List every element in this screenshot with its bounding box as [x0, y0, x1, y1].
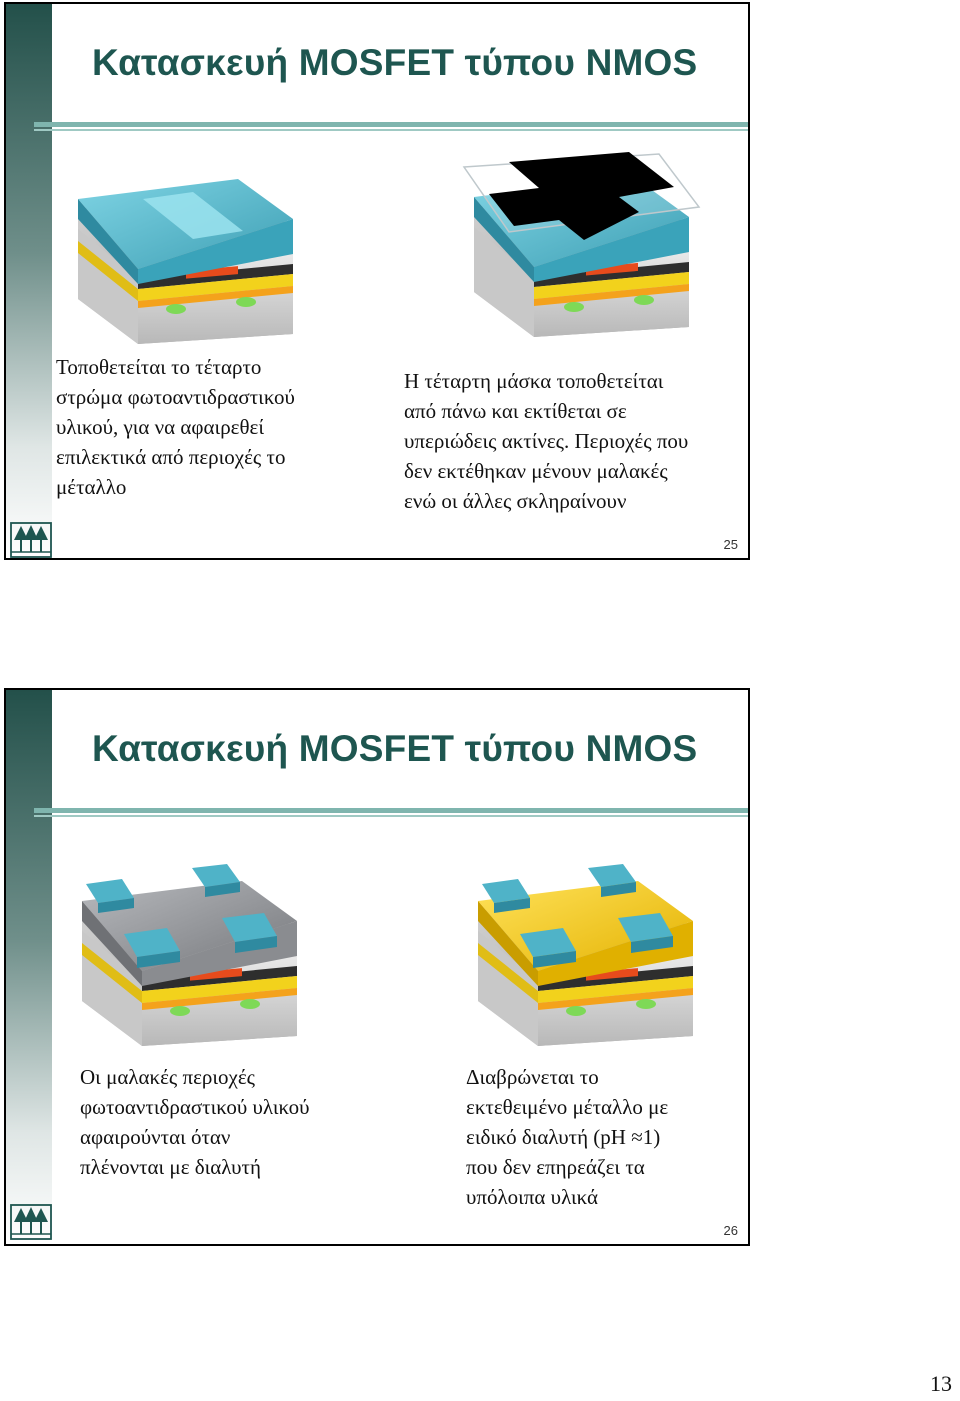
developed-resist-illustration [72, 856, 312, 1046]
slide-25 [4, 2, 750, 560]
slide-number: 25 [723, 537, 738, 552]
title-underline [34, 122, 748, 127]
photoresist-layer-illustration [68, 159, 308, 344]
caption-left: Τοποθετείται το τέταρτο στρώμα φωτοαντιδραστικού υλικού, για να αφαιρεθεί επιλεκτικά από περιοχές το μέταλλο [56, 355, 295, 499]
title-underline-thin [34, 129, 748, 131]
slide-26 [4, 688, 750, 1246]
slide-title: Κατασκευή MOSFET τύπου NMOS [92, 42, 698, 83]
slide-number: 26 [723, 1223, 738, 1238]
title-underline [34, 808, 748, 813]
university-logo [8, 520, 54, 560]
slide-side-bar [6, 690, 52, 1244]
sheet-page-number: 13 [930, 1371, 952, 1396]
caption-right: Διαβρώνεται το εκτεθειμένο μέταλλο με ειδικό διαλυτή (pH ≈1) που δεν επηρεάζει τα υπόλοιπα υλικά [466, 1065, 669, 1209]
caption-right: Η τέταρτη μάσκα τοποθετείται από πάνω και εκτίθεται σε υπεριώδεις ακτίνες. Περιοχές που δεν εκτέθηκαν μένουν μαλακές ενώ οι άλλες σκληραίνουν [404, 369, 689, 513]
title-underline-thin [34, 815, 748, 817]
university-logo [8, 1202, 54, 1242]
etched-metal-illustration [468, 856, 708, 1046]
slide-side-bar [6, 4, 52, 558]
uv-mask-illustration [454, 152, 704, 337]
slide-title: Κατασκευή MOSFET τύπου NMOS [92, 728, 698, 769]
caption-left: Οι μαλακές περιοχές φωτοαντιδραστικού υλικού αφαιρούνται όταν πλένονται με διαλυτή [80, 1065, 310, 1179]
